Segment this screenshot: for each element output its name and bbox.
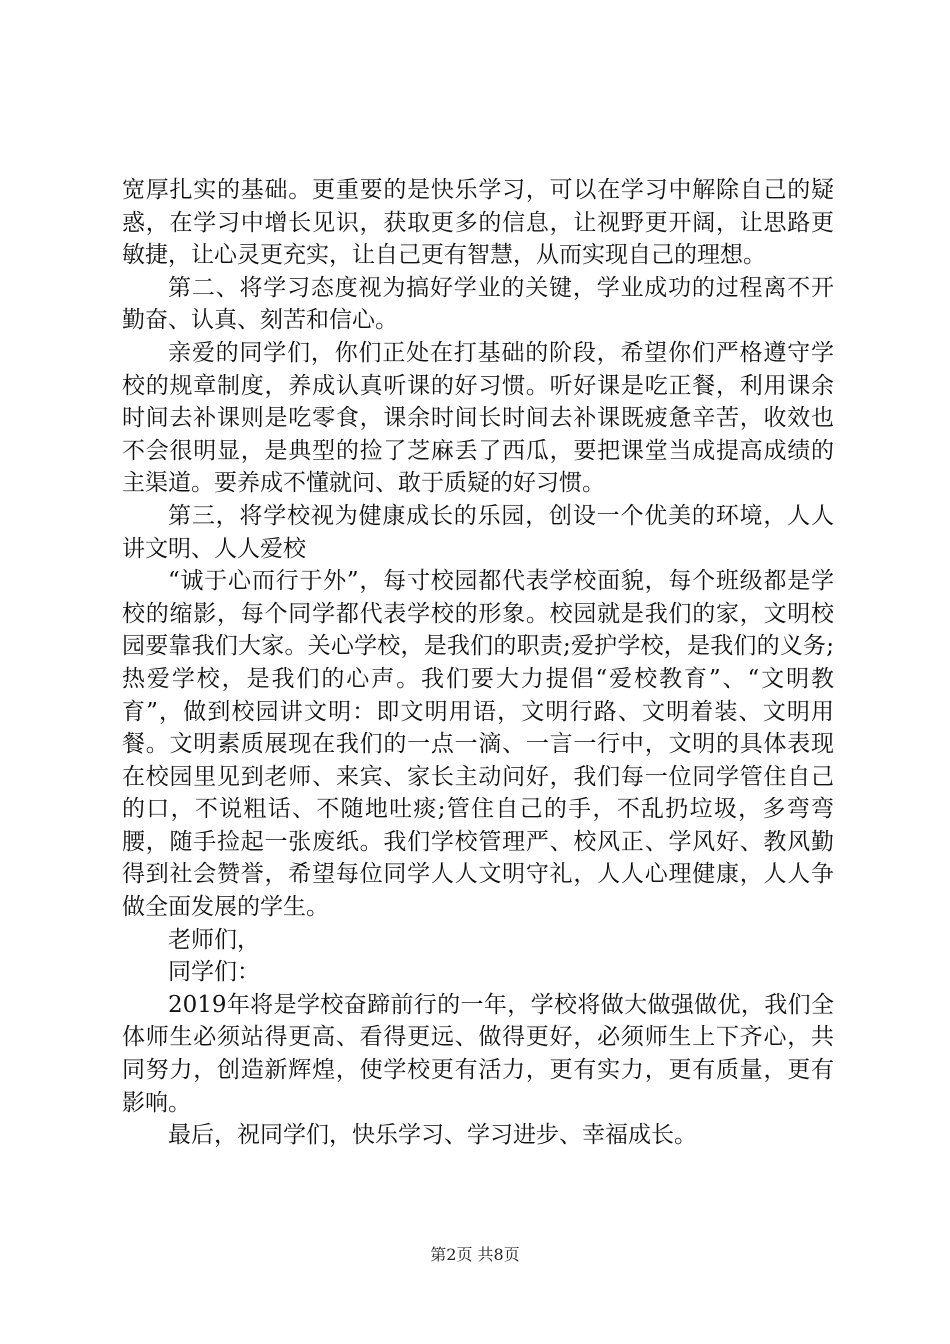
paragraph-5: “诚于心而行于外”，每寸校园都代表学校面貌，每个班级都是学校的缩影，每个同学都代表学校的形象。校园就是我们的家，文明校园要靠我们大家。关心学校，是我们的职责;爱护学校，是我们的义务;热爱学校，是我们的心声。我们要大力提倡“爱校教育”、“文明教育”，做到校园讲文明：即文明用语，文明行路、文明着装、文明用餐。文明素质展现在我们的一点一滴、一言一行中，文明的具体表现在校园里见到老师、来宾、家长主动问好，我们每一位同学管住自己的口，不说粗话、不随地吐痰;管住自己的手，不乱扔垃圾，多弯弯腰，随手捡起一张废纸。我们学校管理严、校风正、学风好、教风勤得到社会赞誉，希望每位同学人人文明守礼，人人心理健康，人人争做全面发展的学生。 — [122, 568, 834, 921]
paragraph-3: 亲爱的同学们，你们正处在打基础的阶段，希望你们严格遵守学校的规章制度，养成认真听课的好习惯。听好课是吃正餐，利用课余时间去补课则是吃零食，课余时间长时间去补课既疲惫辛苦，收效也不会很明显，是典型的捡了芝麻丢了西瓜，要把课堂当成提高成绩的主渠道。要养成不懂就问、敢于质疑的好习惯。 — [122, 339, 834, 497]
greeting-students: 同学们： — [168, 959, 260, 986]
page-footer: 第2页 共8页 — [430, 1245, 520, 1264]
paragraph-8: 2019年将是学校奋蹄前行的一年，学校将做大做强做优，我们全体师生必须站得更高、看得更远、做得更好，必须师生上下齐心，共同努力，创造新辉煌，使学校更有活力，更有实力，更有质量，更有影响。 — [122, 991, 834, 1116]
greeting-teachers: 老师们， — [168, 926, 260, 953]
closing-paragraph: 最后，祝同学们，快乐学习、学习进步、幸福成长。 — [168, 1122, 697, 1149]
document-body — [122, 174, 834, 1152]
paragraph-1: 宽厚扎实的基础。更重要的是快乐学习，可以在学习中解除自己的疑惑，在学习中增长见识，获取更多的信息，让视野更开阔，让思路更敏捷，让心灵更充实，让自己更有智慧，从而实现自己的理想。 — [122, 177, 834, 269]
paragraph-4: 第三，将学校视为健康成长的乐园，创设一个优美的环境，人人讲文明、人人爱校 — [122, 502, 834, 562]
paragraph-2: 第二、将学习态度视为搞好学业的关键，学业成功的过程离不开勤奋、认真、刻苦和信心。 — [122, 274, 834, 334]
